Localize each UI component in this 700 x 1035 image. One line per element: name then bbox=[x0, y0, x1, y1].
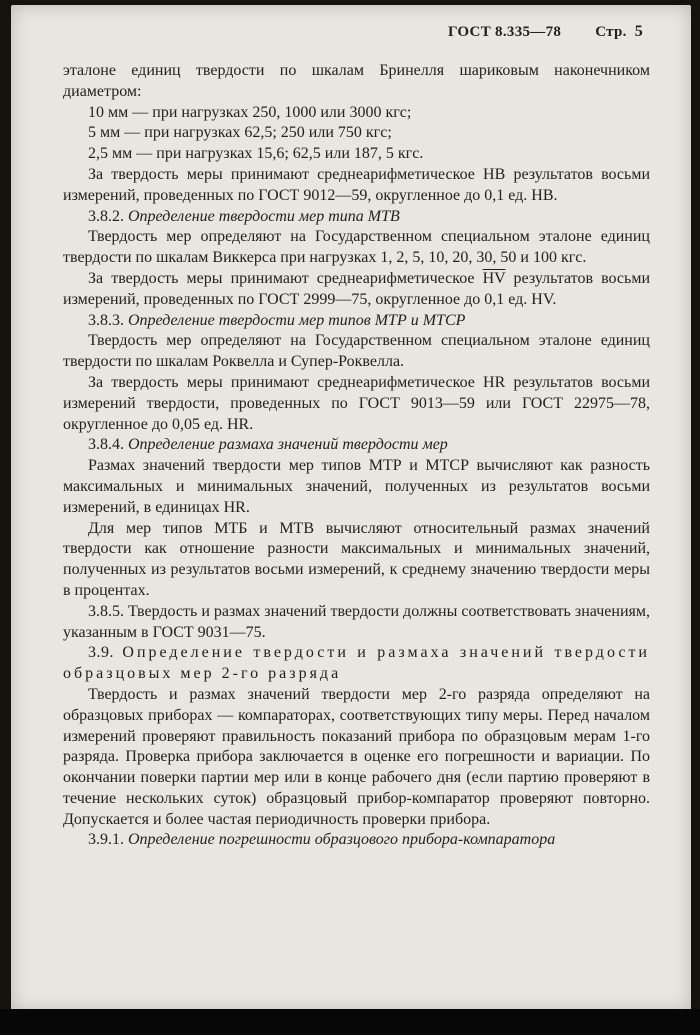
heading-number: 3.8.2. bbox=[88, 207, 124, 225]
heading-title: Определение твердости мер типов МТР и МТСР bbox=[128, 311, 466, 329]
doc-page bbox=[11, 5, 691, 1011]
paragraph-continuation: эталоне единиц твердости по шкалам Бринелля шариковым наконечником диаметром: bbox=[63, 62, 650, 100]
page-word: Стр. bbox=[595, 24, 627, 40]
page-header bbox=[11, 5, 691, 41]
hv-mean-overline: $\overline{HV}$ bbox=[482, 269, 506, 287]
heading-number: 3.8.3. bbox=[88, 311, 124, 329]
list-item-5mm: 5 мм — при нагрузках 62,5; 250 или 750 кгс; bbox=[88, 124, 392, 142]
heading-number: 3.8.4. bbox=[88, 436, 124, 454]
paragraph-hv-mean bbox=[63, 269, 650, 311]
page-number: 5 bbox=[634, 23, 643, 40]
heading-3-8-2 bbox=[63, 207, 650, 228]
doc-reference: ГОСТ 8.335—78 bbox=[447, 24, 562, 40]
hv-text-after: результатов восьми измерений, проведенных по ГОСТ 2999—75, округленное до 0,1 ед. HV. bbox=[63, 269, 651, 308]
heading-number: 3.9.1. bbox=[88, 831, 124, 849]
list-item-10mm: 10 мм — при нагрузках 250, 1000 или 3000 кгс; bbox=[88, 103, 412, 121]
paragraph-range-relative: Для мер типов МТБ и МТВ вычисляют относительный размах значений твердости как отношение разности максимальных и минимальных значений, полученных из результатов восьми измерений, к среднему значению твердости меры в процентах. bbox=[63, 519, 650, 599]
paragraph-hr-mean: За твердость меры принимают среднеарифметическое HR результатов восьми измерений твердости, проведенных по ГОСТ 9013—59 или ГОСТ 22975—78, округленное до 0,05 ед. HR. bbox=[63, 373, 650, 433]
paragraph-hb-mean: За твердость меры принимают среднеарифметическое НВ результатов восьми измерений, проведенных по ГОСТ 9012—59, округленное до 0,1 ед. НВ. bbox=[63, 165, 650, 204]
heading-title: Определение твердости и размаха значений твердости образцовых мер 2-го разряда bbox=[63, 644, 650, 683]
heading-title: Определение твердости мер типа МТВ bbox=[128, 207, 400, 225]
heading-3-9 bbox=[63, 643, 650, 685]
paragraph-rockwell: Твердость мер определяют на Государственном специальном эталоне единиц твердости по шкалам Роквелла и Супер-Роквелла. bbox=[63, 332, 650, 371]
paragraph-3-8-5: 3.8.5. Твердость и размах значений твердости должны соответствовать значениям, указанным в ГОСТ 9031—75. bbox=[63, 602, 650, 641]
heading-title: Определение размаха значений твердости мер bbox=[128, 436, 448, 454]
list-item-2-5mm: 2,5 мм — при нагрузках 15,6; 62,5 или 187, 5 кгс. bbox=[88, 145, 424, 163]
page-number-group bbox=[595, 23, 643, 41]
heading-3-8-4 bbox=[63, 435, 650, 456]
heading-3-8-3 bbox=[63, 311, 650, 332]
heading-title: Определение погрешности образцового прибора-компаратора bbox=[128, 831, 556, 849]
paragraph-range-hr: Размах значений твердости мер типов МТР и МТСР вычисляют как разность максимальных и минимальных значений, полученных из результатов восьми измерений, в единицах HR. bbox=[63, 457, 650, 516]
heading-3-9-1 bbox=[63, 830, 650, 851]
heading-number: 3.9. bbox=[88, 644, 114, 662]
document-body bbox=[63, 61, 650, 851]
paragraph-vickers: Твердость мер определяют на Государственном специальном эталоне единиц твердости по шкалам Виккерса при нагрузках 1, 2, 5, 10, 20, 30, 50 и 100 кгс. bbox=[63, 228, 650, 267]
hv-text-before: За твердость меры принимают среднеарифметическое bbox=[88, 269, 475, 287]
paragraph-3-9: Твердость и размах значений твердости мер 2-го разряда определяют на образцовых приборах — компараторах, соответствующих типу меры. Перед началом измерений проверяют правильность показаний прибора по образцовым мерам 1-го разряда. Проверка прибора заключается в оценке его погрешности и вариации. По окончании поверки партии мер или в конце рабочего дня (если партию проверяют в течение нескольких суток) образцовый прибор-компаратор проверяют повторно. Допускается и более частая периодичность проверки прибора. bbox=[63, 685, 650, 828]
